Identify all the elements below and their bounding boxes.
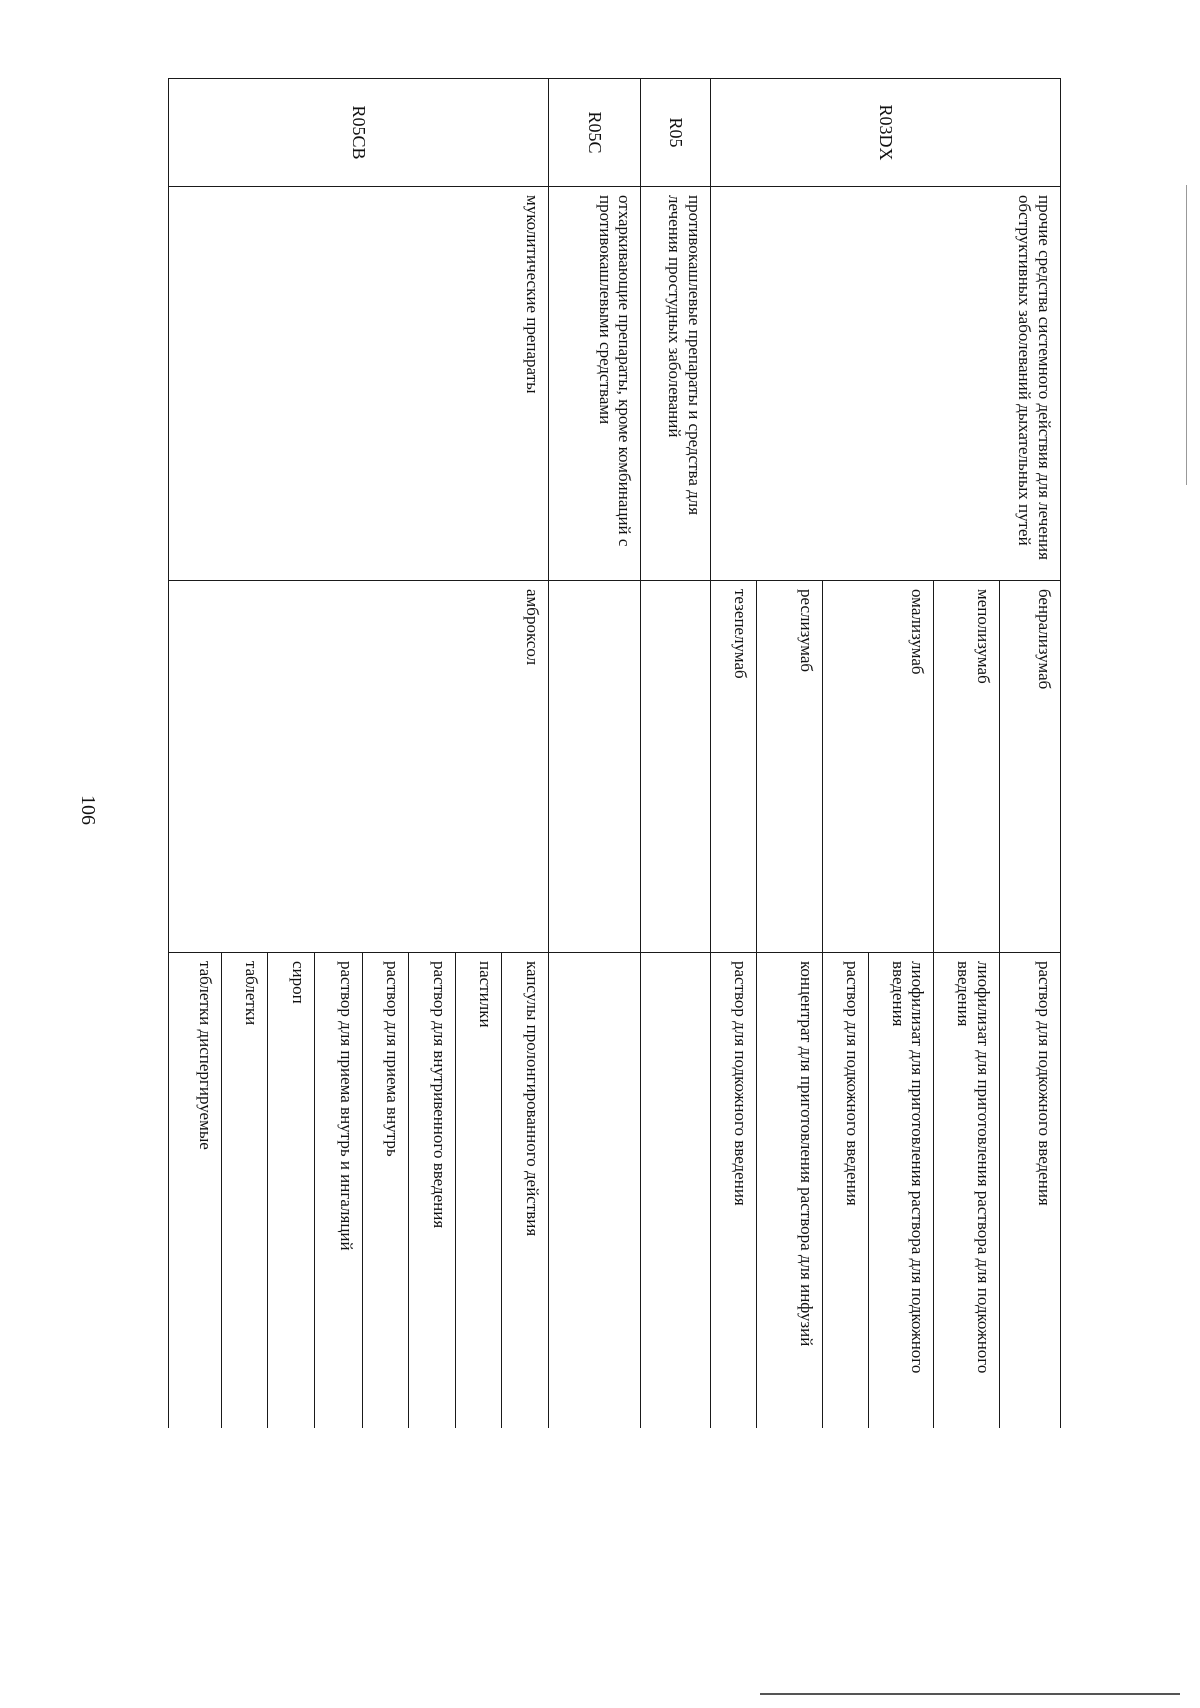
atc-code-cell: R03DX [711,79,1061,187]
drug-name-cell: омализумаб [822,581,934,953]
atc-description-cell: муколитические препараты [169,187,549,581]
dosage-form-cell: раствор для подкожного введения [822,953,868,1429]
atc-description-cell: противокашлевые препараты и средства для лечения простудных заболеваний [641,187,711,581]
page-number: 106 [77,795,100,825]
drug-name-cell: бенрализумаб [999,581,1060,953]
dosage-form-cell [641,953,711,1429]
table-row [641,79,711,1429]
drug-table [168,78,1061,1428]
dosage-form-cell: сироп [268,953,314,1429]
drug-name-cell [548,581,641,953]
table-row [502,79,548,1429]
dosage-form-cell: раствор для подкожного введения [711,953,757,1429]
table-row [999,79,1060,1429]
dosage-form-cell: раствор для подкожного введения [999,953,1060,1429]
dosage-form-cell: лиофилизат для приготовления раствора для подкожного введения [869,953,934,1429]
atc-code-cell: R05CB [169,79,549,187]
dosage-form-cell: раствор для приема внутрь [363,953,409,1429]
dosage-form-cell [548,953,641,1429]
atc-code-cell: R05C [548,79,641,187]
table-row [548,79,641,1429]
dosage-form-cell: капсулы пролонгированного действия [502,953,548,1429]
dosage-form-cell: таблетки диспергируемые [169,953,222,1429]
drug-name-cell: меполизумаб [934,581,999,953]
dosage-form-cell: концентрат для приготовления раствора для инфузий [757,953,822,1429]
drug-name-cell: реслизумаб [757,581,822,953]
drug-name-cell: тезепелумаб [711,581,757,953]
drug-name-cell [641,581,711,953]
atc-code-cell: R05 [641,79,711,187]
table-container [168,78,1061,1428]
atc-description-cell: прочие средства системного действия для лечения обструктивных заболеваний дыхательных путей [711,187,1061,581]
dosage-form-cell: пастилки [455,953,501,1429]
atc-description-cell: отхаркивающие препараты, кроме комбинаций с противокашлевыми средствами [548,187,641,581]
scan-edge-line [1186,185,1187,485]
dosage-form-cell: раствор для приема внутрь и ингаляций [314,953,363,1429]
drug-name-cell: амброксол [169,581,549,953]
dosage-form-cell: таблетки [221,953,267,1429]
scan-edge-line [760,1693,1180,1695]
dosage-form-cell: лиофилизат для приготовления раствора для подкожного введения [934,953,999,1429]
dosage-form-cell: раствор для внутривенного введения [409,953,455,1429]
